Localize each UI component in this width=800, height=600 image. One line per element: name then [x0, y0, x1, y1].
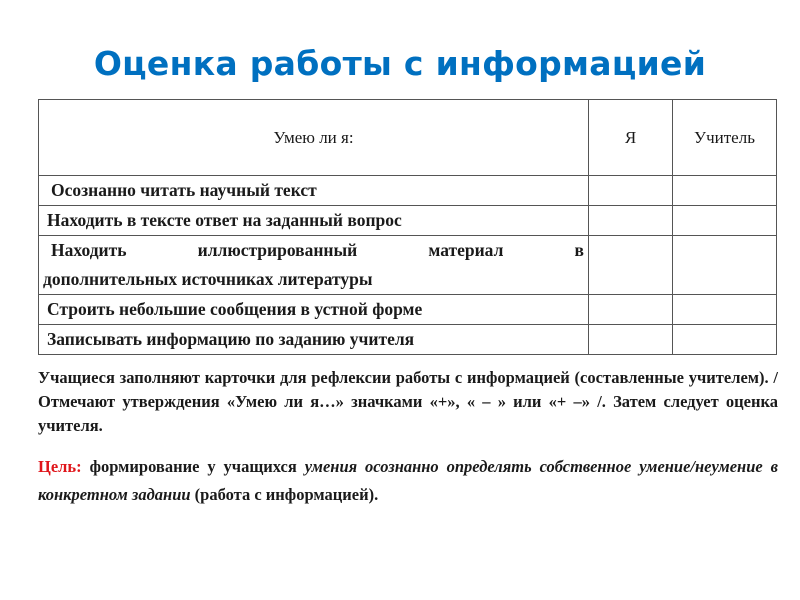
teacher-mark-cell[interactable] [673, 176, 777, 206]
skill-cell [39, 236, 589, 295]
skill-cell: Записывать информацию по заданию учителя [39, 325, 589, 355]
self-mark-cell[interactable] [589, 176, 673, 206]
self-assessment-table [38, 99, 777, 355]
self-mark-cell[interactable] [589, 206, 673, 236]
table-row [39, 295, 777, 325]
teacher-mark-cell[interactable] [673, 236, 777, 295]
skill-cell: Строить небольшие сообщения в устной форме [39, 295, 589, 325]
table-row [39, 236, 777, 295]
skill-cell-line1: Находить иллюстрированный материал в [51, 240, 584, 260]
goal-label: Цель: [38, 457, 82, 476]
self-mark-cell[interactable] [589, 295, 673, 325]
skill-cell-line2: дополнительных источниках литературы [43, 269, 373, 289]
goal-text-plain: формирование у учащихся [89, 457, 297, 476]
self-mark-cell[interactable] [589, 325, 673, 355]
teacher-mark-cell[interactable] [673, 325, 777, 355]
table-row [39, 325, 777, 355]
description-paragraph: Учащиеся заполняют карточки для рефлексии работы с информацией (составленные учителем). /Отмечают утверждения «Умею ли я…» значками «+», « – » или «+ –» /. Затем следует оценка учителя. [38, 368, 778, 435]
teacher-mark-cell[interactable] [673, 295, 777, 325]
self-mark-cell[interactable] [589, 236, 673, 295]
teacher-mark-cell[interactable] [673, 206, 777, 236]
goal-text-end: (работа с информацией). [194, 485, 379, 504]
skill-cell: Находить в тексте ответ на заданный вопрос [39, 206, 589, 236]
table-row [39, 176, 777, 206]
goal-text-italic: умения осознанно определять собственное умение/неумение в конкретном задании [38, 457, 778, 504]
header-skill: Умею ли я: [39, 100, 589, 176]
header-teacher: Учитель [673, 100, 777, 176]
header-self: Я [589, 100, 673, 176]
goal-paragraph [38, 453, 778, 509]
skill-cell: Осознанно читать научный текст [39, 176, 589, 206]
table-row [39, 206, 777, 236]
slide-title: Оценка работы с информацией [93, 44, 707, 83]
table-header-row [39, 100, 777, 176]
